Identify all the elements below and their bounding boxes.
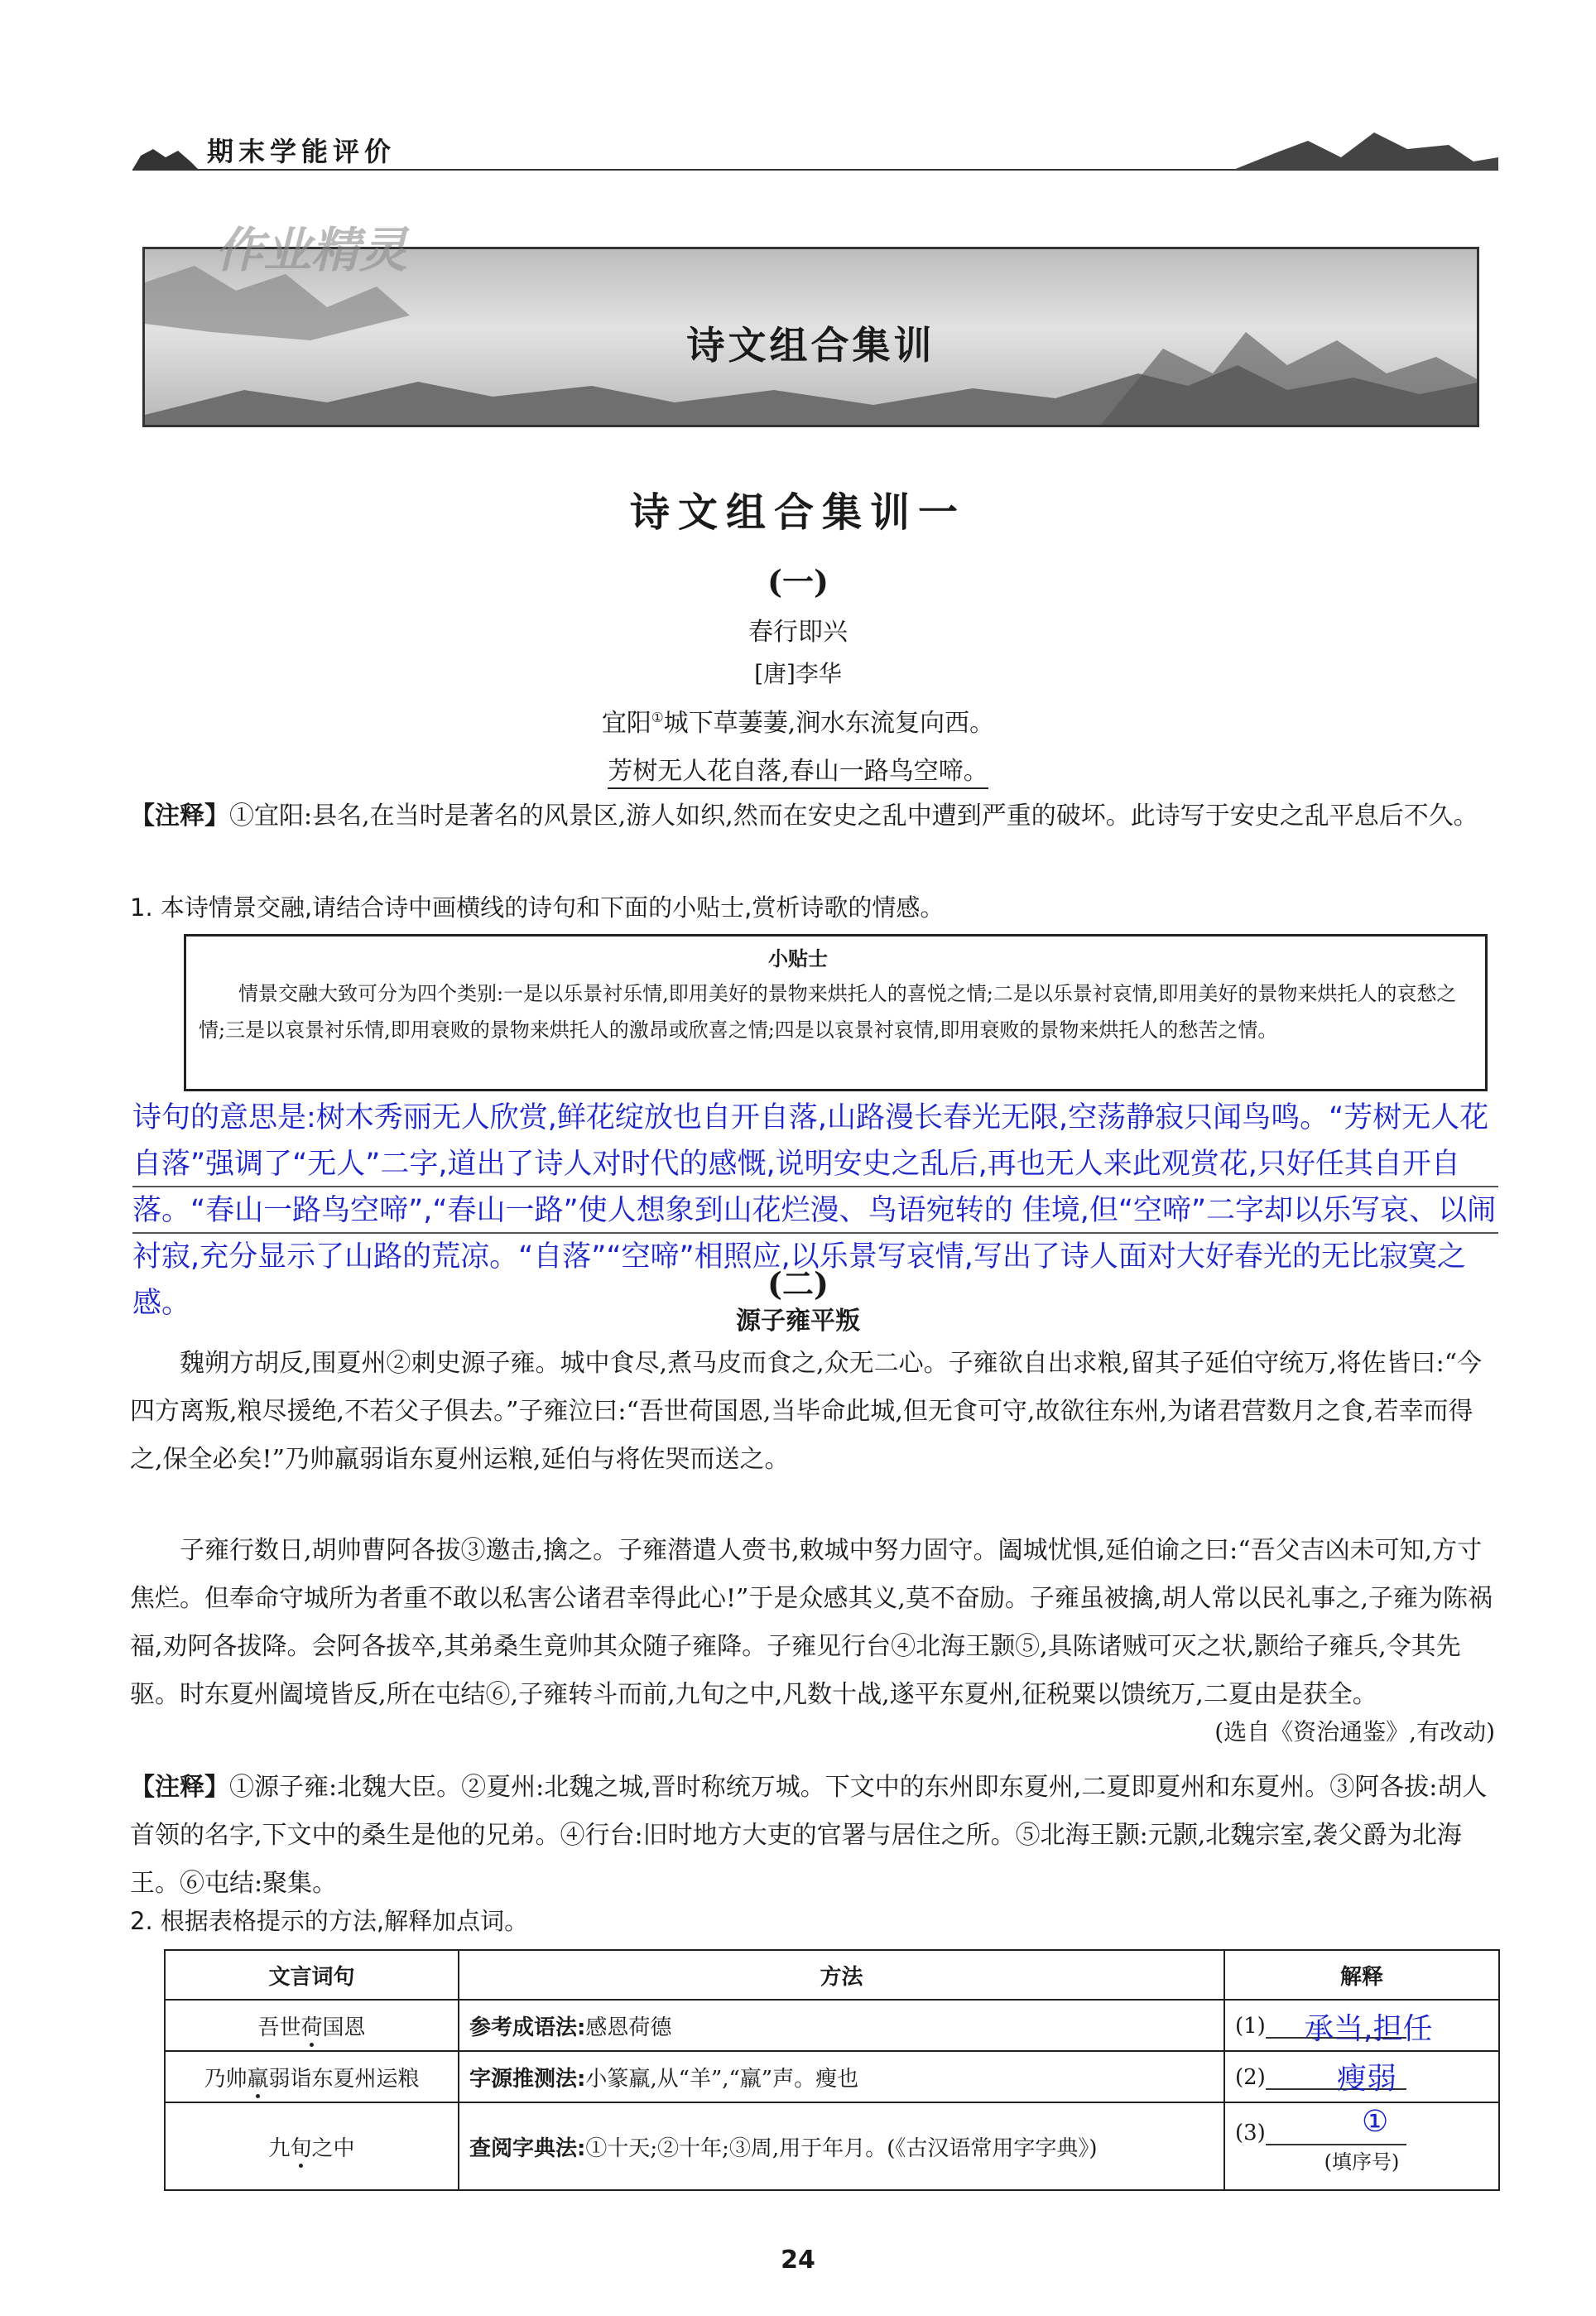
handwritten-answer: 承当,担任: [1304, 2012, 1433, 2046]
method-label: 查阅字典法:: [469, 2135, 586, 2161]
tip-title: 小贴士: [768, 947, 828, 970]
word-cell: [165, 2102, 459, 2190]
method-text: 感恩荷德: [585, 2015, 672, 2040]
word-text: 乃帅: [204, 2066, 248, 2092]
explanation-cell: [1224, 2051, 1499, 2102]
table-row: [165, 2051, 1499, 2102]
question-1: 1. 本诗情景交融,请结合诗中画横线的诗句和下面的小贴士,赏析诗歌的情感。: [130, 893, 945, 922]
method-label: 参考成语法:: [469, 2015, 586, 2040]
poem-title: 春行即兴: [748, 618, 848, 647]
table-row: [165, 2102, 1499, 2190]
table-header: 方法: [459, 1950, 1224, 2000]
part-one-label: (一): [767, 563, 829, 600]
answer-number: (2): [1235, 2065, 1266, 2090]
note-text: ①宜阳:县名,在当时是著名的风景区,游人如织,然而在安史之乱中遭到严重的破坏。此诗写于安史之乱平息后不久。: [229, 802, 1478, 831]
word-text: 吾世: [257, 2015, 301, 2040]
banner-watermark: 作业精灵: [215, 222, 408, 278]
answer-hint: (填序号): [1324, 2150, 1400, 2174]
essay-paragraph-2: 子雍行数日,胡帅曹阿各拔③邀击,擒之。子雍潜遣人赍书,敕城中努力固守。阖城忧惧,延伯谕之曰:“吾父吉凶未可知,方寸焦烂。但奉命守城所为者重不敢以私害公诸君幸得此心!”于是众感其义,莫不奋励。子雍虽被擒,胡人常以民礼事之,子雍为陈祸福,劝阿各拔降。会阿各拔卒,其弟桑生竟帅其众随子雍降。子雍见行台④北海王颢⑤,具陈诸贼可灭之状,颢给子雍兵,令其先驱。时东夏州阖境皆反,所在屯结⑥,子雍转斗而前,九旬之中,凡数十战,遂平东夏州,征税粟以馈统万,二夏由是获全。: [130, 1536, 1493, 1709]
answer-number: (1): [1235, 2014, 1266, 2039]
explanation-cell: [1224, 2102, 1499, 2190]
method-text: ①十天;②十年;③周,用于年月。(《古汉语常用字字典》): [585, 2135, 1098, 2161]
poem-line-2: [0, 750, 1596, 787]
word-text: 国恩: [322, 2015, 366, 2040]
vocab-table: [164, 1949, 1500, 2191]
dotted-word: 旬: [290, 2135, 312, 2161]
poem-line-1: [0, 702, 1596, 739]
tip-text: 情景交融大致可分为四个类别:一是以乐景衬乐情,即用美好的景物来烘托人的喜悦之情;二是以乐景衬哀情,即用美好的景物来烘托人的哀愁之情;三是以哀景衬乐情,即用衰败的景物来烘托人的激昂或欣喜之情;四是以哀景衬哀情,即用衰败的景物来烘托人的愁苦之情。: [199, 982, 1457, 1042]
word-text: 弱诣东夏州运粮: [268, 2066, 420, 2092]
table-header: 文言词句: [165, 1950, 459, 2000]
part-two-label: (二): [767, 1265, 829, 1302]
dotted-word: 羸: [247, 2066, 269, 2092]
method-label: 字源推测法:: [469, 2066, 586, 2092]
method-cell: [459, 2000, 1224, 2051]
essay-paragraph-1: 魏朔方胡反,围夏州②刺史源子雍。城中食尽,煮马皮而食之,众无二心。子雍欲自出求粮,留其子延伯守统万,将佐皆曰:“今四方离叛,粮尽援绝,不若父子俱去。”子雍泣曰:“吾世荷国恩,当毕命此城,但无食可守,故欲往东州,为诸君营数月之食,若幸而得之,保全必矣!”乃帅羸弱诣东夏州运粮,延伯与将佐哭而送之。: [130, 1349, 1483, 1474]
note-text: ①源子雍:北魏大臣。②夏州:北魏之城,晋时称统万城。下文中的东州即东夏州,二夏即夏州和东夏州。③阿各拔:胡人首领的名字,下文中的桑生是他的兄弟。④行台:旧时地方大吏的官署与居住之所。⑤北海王颢:元颢,北魏宗室,袭父爵为北海王。⑥屯结:聚集。: [130, 1773, 1488, 1898]
word-cell: [165, 2051, 459, 2102]
question-2: 2. 根据表格提示的方法,解释加点词。: [130, 1907, 529, 1935]
poem-line-1-start: 宜阳: [601, 709, 651, 738]
poem-line-1-end: 城下草萋萋,涧水东流复向西。: [663, 709, 995, 738]
poem-note: [130, 793, 1496, 840]
table-header-row: [165, 1950, 1499, 2000]
poem-line-2-text: 芳树无人花自落,春山一路鸟空啼。: [608, 757, 988, 789]
note-label: 【注释】: [130, 1773, 229, 1802]
handwritten-answer: 瘦弱: [1337, 2062, 1397, 2096]
dotted-word: 荷: [300, 2015, 323, 2040]
section-title: 诗文组合集训一: [629, 489, 966, 536]
handwritten-answer-1: 诗句的意思是:树木秀丽无人欣赏,鲜花绽放也自开自落,山路漫长春光无限,空荡静寂只闻鸟鸣。“芳树无人花自落”强调了“无人”二字,道出了诗人对时代的感慨,说明安史之乱后,再也无人来此观赏花,只好任其自开自落。“春山一路鸟空啼”,“春山一路”使人想象到山花烂漫、鸟语宛转的 佳境,但“空啼”二字却以乐写哀、以闹衬寂,充分显示了山路的荒凉。“自落”“空啼”相照应,以乐景写哀情,写出了诗人面对大好春光的无比寂寞之感。: [132, 1101, 1497, 1320]
answer-number: (3): [1235, 2120, 1266, 2145]
word-cell: [165, 2000, 459, 2051]
explanation-cell: [1224, 2000, 1499, 2051]
essay-title: 源子雍平叛: [736, 1307, 860, 1336]
method-cell: [459, 2051, 1224, 2102]
table-row: [165, 2000, 1499, 2051]
word-text: 九: [268, 2135, 291, 2161]
handwritten-answer: ①: [1362, 2105, 1389, 2139]
essay-note: [130, 1764, 1496, 1908]
footnote-marker: ①: [651, 710, 664, 725]
page-number: 24: [781, 2246, 815, 2275]
note-label: 【注释】: [130, 802, 229, 831]
word-text: 之中: [311, 2135, 355, 2161]
banner-title: 诗文组合集训: [686, 323, 935, 368]
table-header: 解释: [1224, 1950, 1499, 2000]
method-text: 小篆羸,从“羊”,“羸”声。瘦也: [585, 2066, 859, 2092]
poem-author: [唐]李华: [754, 660, 842, 687]
method-cell: [459, 2102, 1224, 2190]
essay-source: (选自《资治通鉴》,有改动): [1214, 1718, 1495, 1745]
header-title: 期末学能评价: [207, 136, 397, 167]
